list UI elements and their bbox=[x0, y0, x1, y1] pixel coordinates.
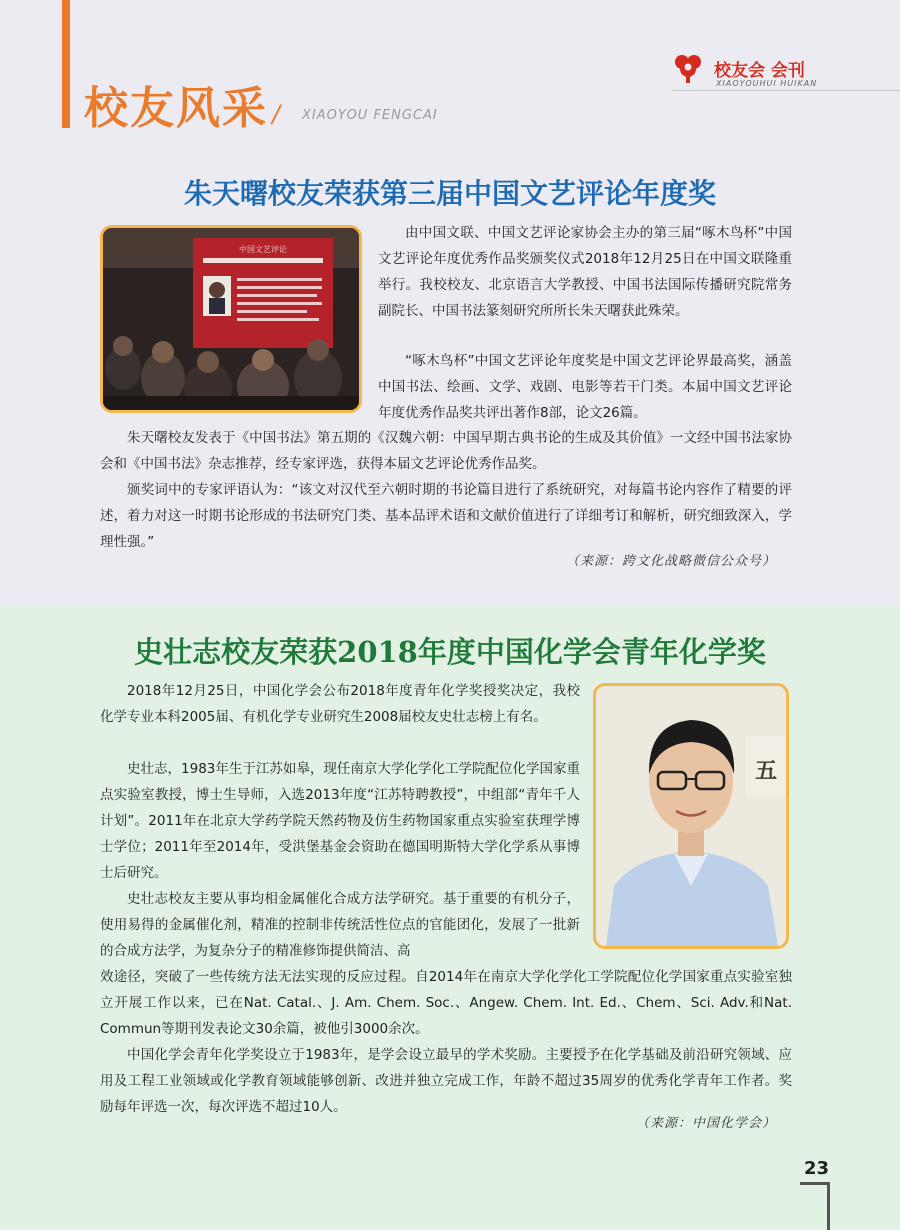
award-ceremony-photo bbox=[100, 225, 362, 413]
photo-screen-text: 中国文艺评论 bbox=[239, 245, 287, 254]
article1-paragraph-3: 朱天曙校友发表于《中国书法》第五期的《汉魏六朝：中国早期古典书论的生成及其价值》一文经中国书法家协会和《中国书法》杂志推荐，经专家评选，获得本届文艺评论优秀作品奖。 bbox=[100, 430, 792, 472]
magazine-subtitle: XIAOYOUHUI HUIKAN bbox=[716, 79, 818, 88]
photo-background-character: 五 bbox=[754, 759, 778, 784]
alumni-association-logo-icon bbox=[672, 52, 704, 84]
article1-paragraph-1: 由中国文联、中国文艺评论家协会主办的第三届“啄木鸟杯”中国文艺评论年度优秀作品奖颁奖仪式2018年12月25日在中国文联隆重举行。我校校友、北京语言大学教授、中国书法国际传播研究院常务副院长、中国书法篆刻研究所所长朱天曙获此殊荣。 bbox=[378, 225, 792, 319]
article2-paragraph-1: 2018年12月25日，中国化学会公布2018年度青年化学奖授奖决定，我校化学专业本科2005届、有机化学专业研究生2008届校友史壮志榜上有名。 bbox=[100, 683, 580, 725]
article2-paragraph-3a: 史壮志校友主要从事均相金属催化合成方法学研究。基于重要的有机分子，使用易得的金属催化剂，精准的控制非传统活性位点的官能团化，发展了一批新的合成方法学，为复杂分子的精准修饰提供简洁、高 bbox=[100, 891, 580, 959]
article2-paragraph-4: 中国化学会青年化学奖设立于1983年，是学会设立最早的学术奖励。主要授予在化学基础及前沿研究领域、应用及工程工业领域或化学教育领域能够创新、改进并独立完成工作，年龄不超过35周岁的优秀化学青年工作者。奖励每年评选一次，每次评选不超过10人。 bbox=[100, 1047, 792, 1115]
header-accent-bar bbox=[62, 0, 70, 128]
article2-paragraph-3b: 效途径，突破了一些传统方法无法实现的反应过程。自2014年在南京大学化学化工学院配位化学国家重点实验室独立开展工作以来，已在Nat. Catal.、J. Am. Chem. Soc.、Angew. Chem. Int. Ed.、Chem、Sci. Adv.和Nat. Commun等期刊发表论文30余篇，被他引3000余次。 bbox=[100, 969, 792, 1037]
article1-title: 朱天曙校友荣获第三届中国文艺评论年度奖 bbox=[183, 177, 716, 210]
article2-source: （来源：中国化学会） bbox=[636, 1116, 777, 1131]
portrait-photo bbox=[593, 683, 789, 949]
article2-title: 史壮志校友荣获2018年度中国化学会青年化学奖 bbox=[134, 635, 766, 669]
header-divider bbox=[672, 90, 900, 91]
section-title-slash: / bbox=[272, 100, 281, 128]
section-subtitle: XIAOYOU FENGCAI bbox=[302, 108, 438, 123]
article1-paragraph-4: 颁奖词中的专家评语认为：“该文对汉代至六朝时期的书论篇目进行了系统研究，对每篇书论内容作了精要的评述，着力对这一时期书论形成的书法研究门类、基本品评术语和文献价值进行了详细考订和解析，研究细致深入，学理性强。” bbox=[100, 482, 792, 550]
article1-paragraph-2: “啄木鸟杯”中国文艺评论年度奖是中国文艺评论界最高奖，涵盖中国书法、绘画、文学、戏剧、电影等若干门类。本届中国文艺评论年度优秀作品奖共评出著作8部，论文26篇。 bbox=[378, 353, 792, 421]
magazine-name: 校友会 会刊 bbox=[714, 61, 805, 81]
page-number-rule-vertical bbox=[827, 1182, 830, 1230]
article1-source: （来源：跨文化战略微信公众号） bbox=[566, 554, 777, 569]
page-number-rule-horizontal bbox=[800, 1182, 830, 1185]
article2-paragraph-2: 史壮志，1983年生于江苏如皋，现任南京大学化学化工学院配位化学国家重点实验室教授，博士生导师，入选2013年度“江苏特聘教授”，中组部“青年千人计划”。2011年在北京大学药学院天然药物及仿生药物国家重点实验室获理学博士学位；2011年至2014年，受洪堡基金会资助在德国明斯特大学化学系从事博士后研究。 bbox=[100, 761, 580, 881]
section-title: 校友风采 bbox=[84, 83, 268, 134]
page-number: 23 bbox=[804, 1158, 830, 1179]
